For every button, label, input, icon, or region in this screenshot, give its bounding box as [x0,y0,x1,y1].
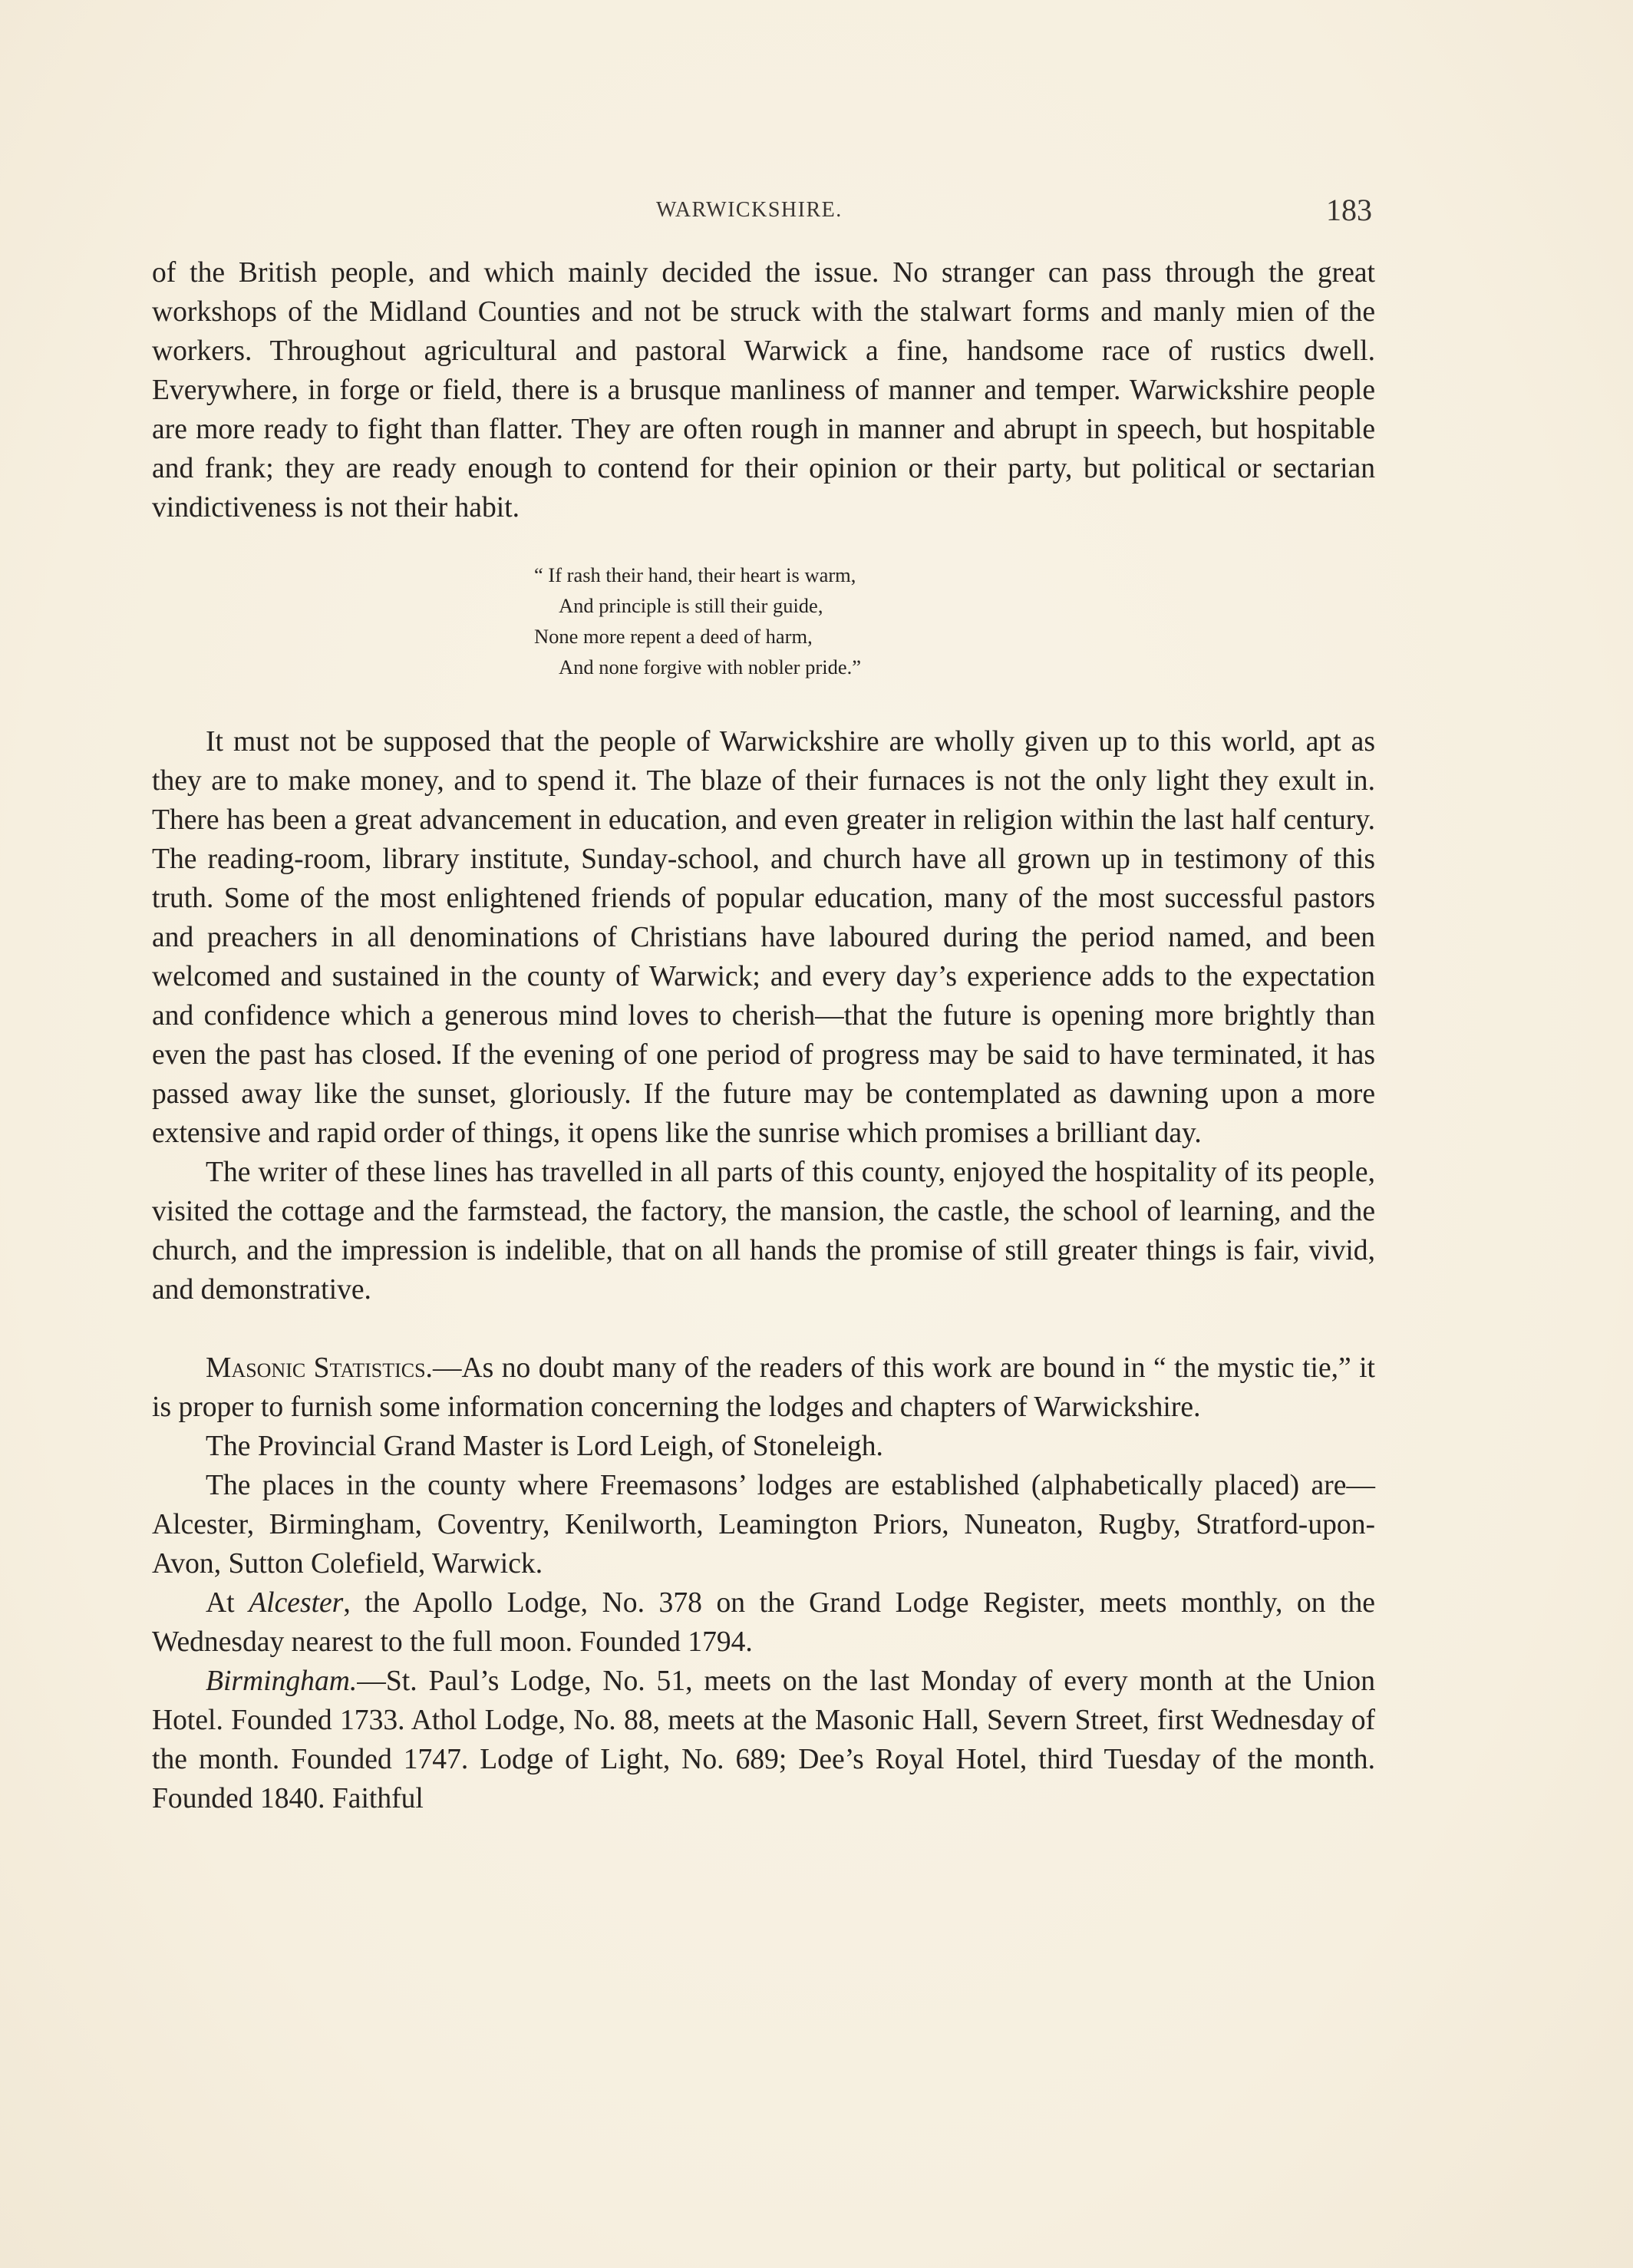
section-heading: Masonic Statistics. [206,1352,433,1384]
body-text [152,253,1375,1818]
masonic-intro-text: —As no doubt many of the readers of this work are bound in “ the mystic tie,” it is proper to furnish some information concerning the lodges and chapters of Warwickshire. [152,1352,1375,1423]
paragraph-grand-master: The Provincial Grand Master is Lord Leigh, of Stoneleigh. [206,1431,883,1462]
alcester-prefix: At [206,1587,235,1619]
place-name-alcester: Alcester [249,1587,344,1619]
page-number: 183 [1326,193,1372,227]
birmingham-text: —St. Paul’s Lodge, No. 51, meets on the last Monday of every month at the Union Hotel. Founded 1733. Athol Lodge, No. 88, meets at the Masonic Hall, Severn Street, first Wednesday of the month. Founded 1747. Lodge of Light, No. 689; Dee’s Royal Hotel, third Tuesday of the month. Founded 1840. Faithful [152,1666,1375,1814]
alcester-text: , the Apollo Lodge, No. 378 on the Grand Lodge Register, meets monthly, on the Wednesday nearest to the full moon. Founded 1794. [152,1587,1375,1658]
paragraph-masonic-statistics [152,1349,1375,1427]
paragraph-alcester [152,1583,1375,1662]
paragraph-religion-education: It must not be supposed that the people of Warwickshire are wholly given up to this world, apt as they are to make money, and to spend it. The blaze of their furnaces is not the only light they exult in. There has been a great advancement in education, and even greater in religion within the last half century. The reading-room, library institute, Sunday-school, and church have all grown up in testimony of this truth. Some of the most enlightened friends of popular education, many of the most successful pastors and preachers in all denominations of Christians have laboured during the period named, and been welcomed and sustained in the county of Warwick; and every day’s experience adds to the expectation and confidence which a generous mind loves to cherish—that the future is opening more brightly than even the past has closed. If the evening of one period of progress may be said to have terminated, it has passed away like the sunset, gloriously. If the future may be contemplated as dawning upon a more extensive and rapid order of things, it opens like the sunrise which promises a brilliant day. [152,726,1375,1149]
paragraph-warwickshire-people: of the British people, and which mainly decided the issue. No stranger can pass through the great workshops of the Midland Counties and not be struck with the stalwart forms and manly mien of the workers. Throughout agricultural and pastoral Warwick a fine, handsome race of rustics dwell. Everywhere, in forge or field, there is a brusque manliness of manner and temper. Warwickshire people are more ready to fight than flatter. They are often rough in manner and abrupt in speech, but hospitable and frank; they are ready enough to contend for their opinion or their party, but political or sectarian vindictiveness is not their habit. [152,257,1375,523]
verse-line-1: “ If rash their hand, their heart is warm, [534,563,856,586]
running-title: WARWICKSHIRE. [656,198,843,222]
verse-line-4: And none forgive with nobler pride.” [559,655,861,678]
paragraph-birmingham [152,1662,1375,1818]
verse-quotation [152,560,1375,682]
paragraph-writer-travels: The writer of these lines has travelled in all parts of this county, enjoyed the hospitality of its people, visited the cottage and the farmstead, the factory, the mansion, the castle, the school of learning, and the church, and the impression is indelible, that on all hands the promise of still greater things is fair, vivid, and demonstrative. [152,1157,1375,1306]
place-name-birmingham: Birmingham. [206,1666,358,1697]
verse-line-2: And principle is still their guide, [559,594,823,617]
section-gap [152,1309,1375,1349]
verse-line-3: None more repent a deed of harm, [534,625,813,648]
running-head [0,192,1633,227]
paragraph-lodge-places: The places in the county where Freemasons’ lodges are established (alphabetically placed) are—Alcester, Birmingham, Coventry, Kenilworth, Leamington Priors, Nuneaton, Rugby, Stratford-upon-Avon, Sutton Colefield, Warwick. [152,1470,1375,1580]
